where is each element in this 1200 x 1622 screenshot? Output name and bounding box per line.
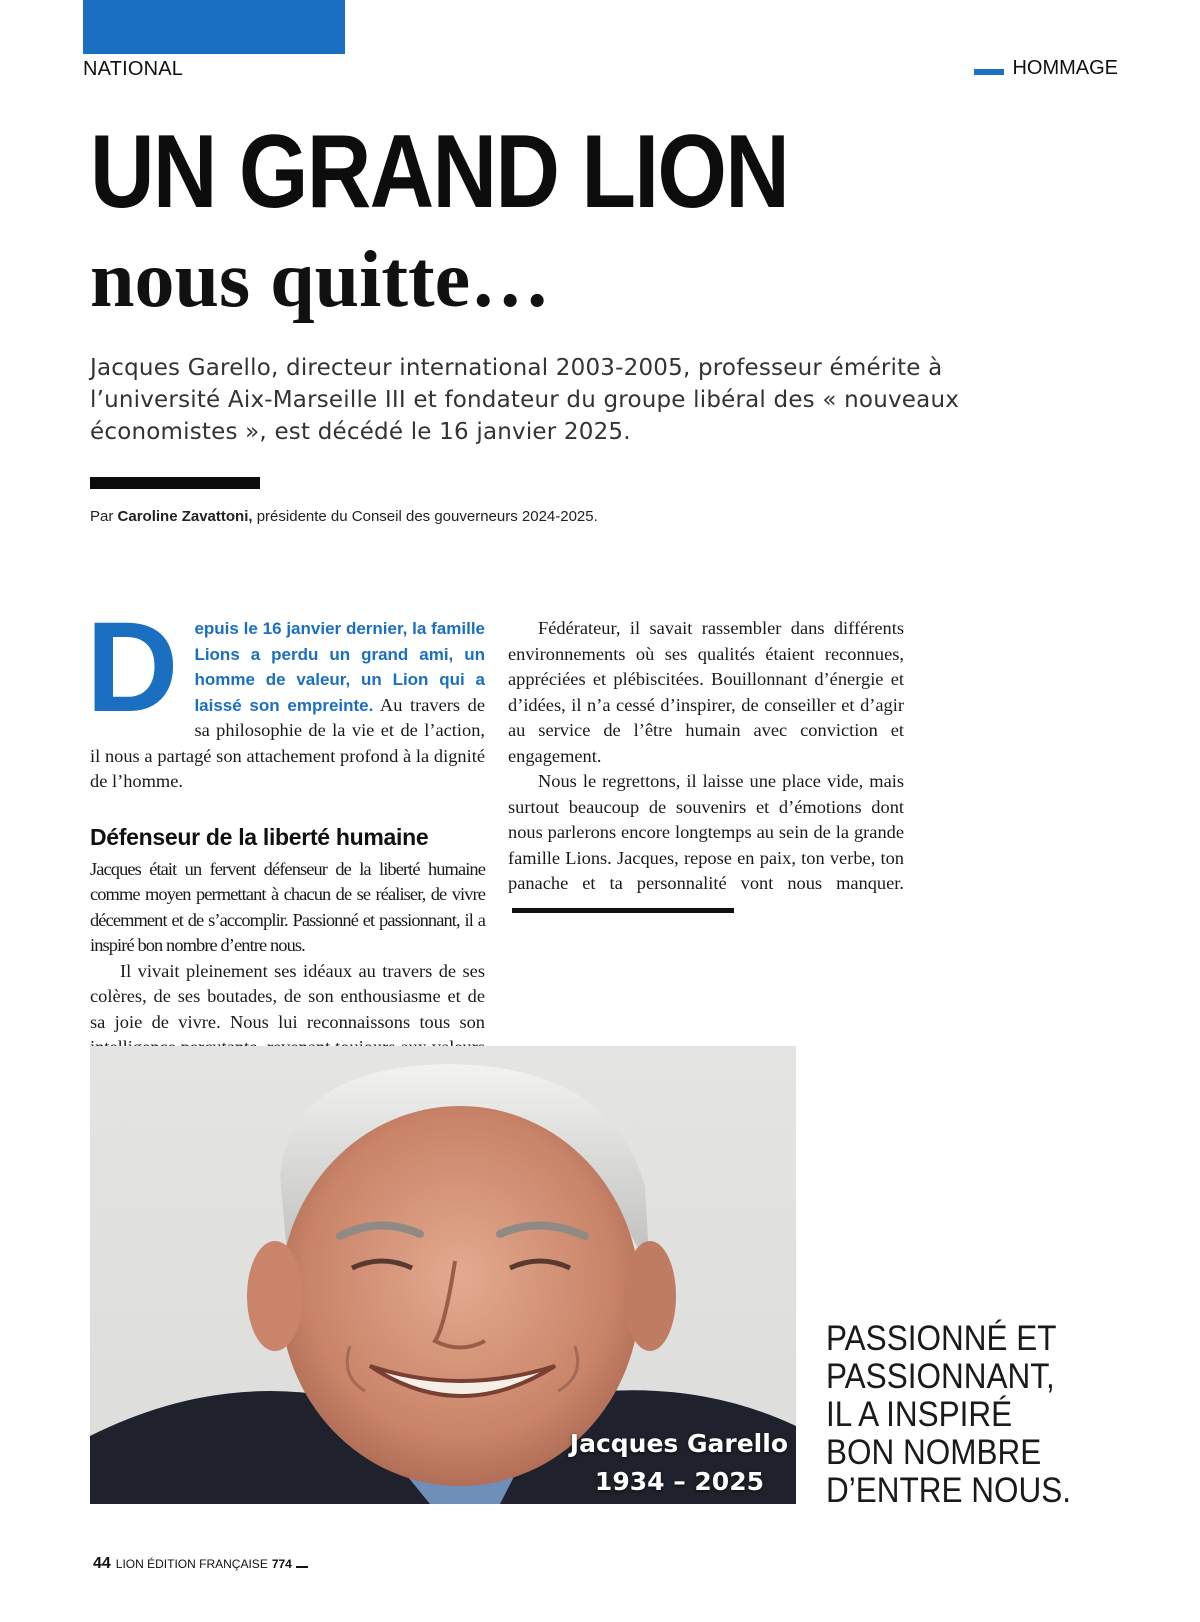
footer-dash (296, 1566, 308, 1568)
paragraph-4: Fédérateur, il savait rassembler dans différents environnements où ses qualités étaient reconnues, appréciées et plébiscitées. Bouillonnant d’énergie et d’idées, il n’a cessé d’inspirer, de conseiller et d’agir au service de l’être humain avec conviction et engagement. (508, 618, 904, 766)
pull-quote-line: D’ENTRE NOUS. (826, 1471, 1072, 1510)
page-number: 44 (93, 1555, 111, 1572)
byline-role: présidente du Conseil des gouverneurs 2024-2025. (256, 508, 598, 525)
pull-quote-line: BON NOMBRE (826, 1433, 1042, 1472)
paragraph-5: Nous le regrettons, il laisse une place vide, mais surtout beaucoup de souvenirs et d’émotions dont nous parlerons encore longtemps au sein de la grande famille Lions. Jacques, repose en paix, ton verbe, ton panache et ta personnalité vont nous manquer. (508, 769, 904, 922)
paragraph-2: Jacques était un fervent défenseur de la liberté humaine comme moyen permettant à chacun de se réaliser, de vivre décemment et de s’accomplir. Passionné et passionnant, il a inspiré bon nombre d’entre nous. (90, 858, 485, 955)
issue-number: 774 (271, 1557, 292, 1571)
article-column-1 (86, 596, 485, 1086)
lede-divider (90, 477, 260, 489)
section-color-bar (83, 0, 345, 54)
article-column-2 (508, 616, 904, 922)
pull-quote (826, 1320, 1114, 1510)
article-lede: Jacques Garello, directeur international 2003-2005, professeur émérite à l’université Aix-Marseille III et fondateur du groupe libéral des « nouveaux économistes », est décédé le 16 janvier 2025. (90, 355, 960, 445)
page-subtitle: nous quitte… (90, 236, 551, 324)
byline-prefix: Par (90, 508, 114, 525)
magazine-name: LION ÉDITION FRANÇAISE (115, 1557, 268, 1571)
paragraph-3: Il vivait pleinement ses idéaux au travers de ses colères, de ses boutades, de son enthousiasme et de sa joie de vivre. Nous lui reconnaissons tous son (90, 960, 485, 1032)
drop-cap: D (86, 596, 179, 739)
section-label-national: NATIONAL (83, 58, 184, 80)
article-end-mark (512, 908, 734, 913)
section-label-hommage (974, 57, 1118, 80)
byline (90, 508, 598, 525)
paragraph-intro (86, 596, 485, 795)
photo-caption-years: 1934 – 2025 (594, 1467, 764, 1496)
lead-in: epuis le 16 janvier dernier, la famille Lions a perdu un grand ami, un homme de valeur, un Lion qui a laissé son empreinte. (194, 619, 485, 715)
photo-caption-name: Jacques Garello (569, 1429, 788, 1458)
section-label-text: HOMMAGE (1012, 57, 1118, 79)
page-title: UN GRAND LION (90, 114, 789, 230)
byline-author: Caroline Zavattoni, (117, 508, 253, 525)
pull-quote-line: PASSIONNÉ ET (826, 1319, 1057, 1358)
section-dash (974, 69, 1004, 75)
page-footer (93, 1555, 308, 1573)
portrait-photo (90, 1046, 796, 1504)
pull-quote-line: IL A INSPIRÉ (826, 1395, 1013, 1434)
pull-quote-line: PASSIONNANT, (826, 1357, 1055, 1396)
section-subhead: Défenseur de la liberté humaine (90, 823, 429, 850)
intro-rest: Au travers de sa philosophie de la vie et de l’action, il nous a partagé son attachement profond à la dignité de l’homme. (90, 694, 485, 791)
